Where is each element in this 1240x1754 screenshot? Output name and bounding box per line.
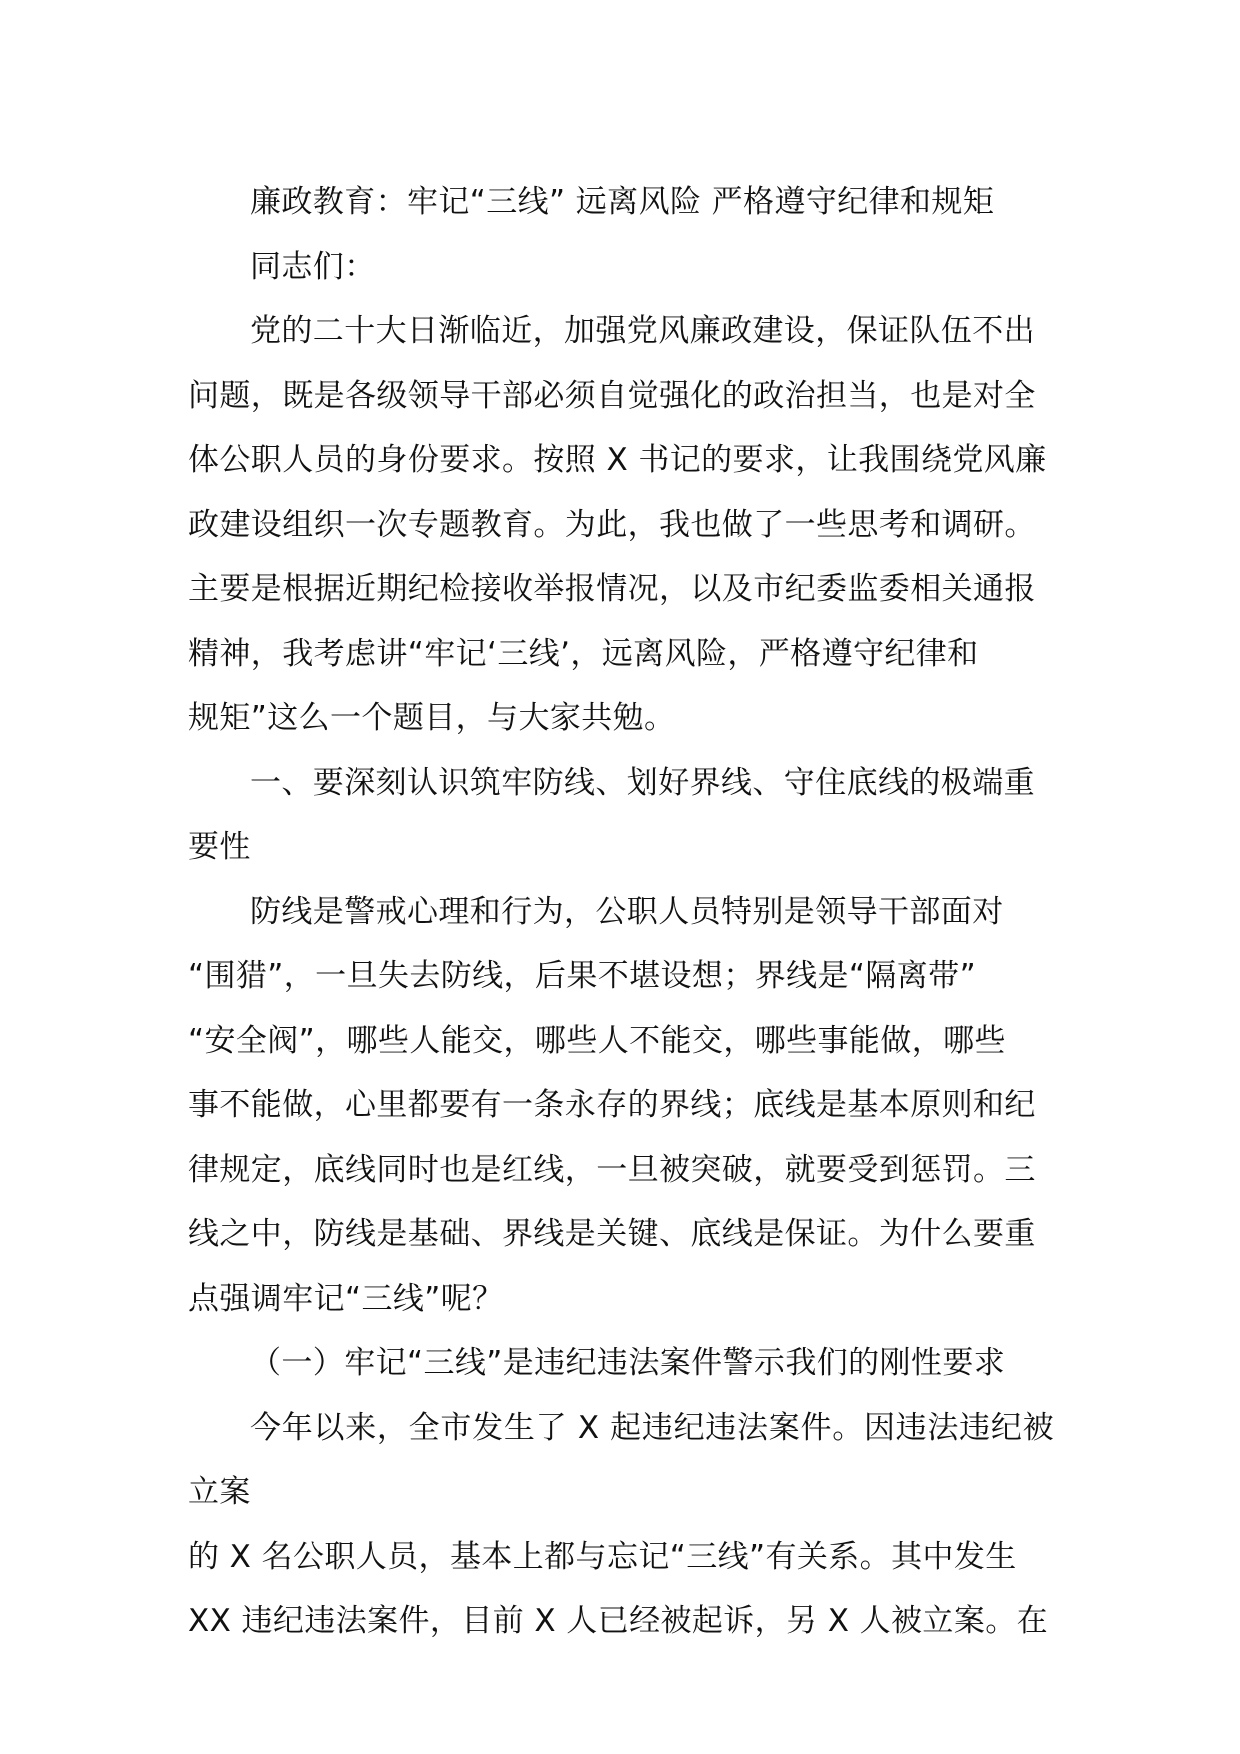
section-heading-1 (188, 751, 1054, 880)
text-line: 点强调牢记“三线”呢？ (188, 1280, 504, 1317)
text-line: 规矩”这么一个题目，与大家共勉。 (188, 700, 676, 736)
text-line: 问题，既是各级领导干部必须自觉强化的政治担当，也是对全 (188, 377, 1036, 414)
text-line: 精神，我考虑讲“牢记‘三线’，远离风险，严格遵守纪律和 (188, 635, 979, 672)
text-line: 体公职人员的身份要求。按照 X 书记的要求，让我围绕党风廉 (188, 442, 1047, 478)
text-line: “围猎”，一旦失去防线，后果不堪设想；界线是“隔离带” (188, 958, 977, 994)
text-line: 主要是根据近期纪检接收举报情况，以及市纪委监委相关通报 (188, 571, 1036, 607)
text-line: XX 违纪违法案件，目前 X 人已经被起诉，另 X 人被立案。在 (188, 1603, 1049, 1639)
paragraph-three-lines (188, 880, 1054, 1332)
subsection-heading-1: （一）牢记“三线”是违纪违法案件警示我们的刚性要求 (250, 1345, 1006, 1381)
document-title: 廉政教育：牢记“三线” 远离风险 严格遵守纪律和规矩 (250, 184, 995, 220)
text-line: 律规定，底线同时也是红线，一旦被突破，就要受到惩罚。三 (188, 1151, 1036, 1188)
text-line: 线之中，防线是基础、界线是关键、底线是保证。为什么要重 (188, 1216, 1036, 1252)
document-body (188, 170, 1054, 1654)
text-line: 一、要深刻认识筑牢防线、划好界线、守住底线的极端重 (250, 764, 1035, 801)
greeting: 同志们： (250, 248, 376, 285)
text-line: 今年以来，全市发生了 X 起违纪违法案件。因违法违纪被立案 (188, 1409, 1054, 1510)
text-line: 防线是警戒心理和行为，公职人员特别是领导干部面对 (250, 893, 1004, 930)
text-line: 要性 (188, 829, 251, 865)
text-line: 政建设组织一次专题教育。为此，我也做了一些思考和调研。 (188, 506, 1036, 543)
text-line: 的 X 名公职人员，基本上都与忘记“三线”有关系。其中发生 (188, 1538, 1017, 1575)
paragraph-cases (188, 1396, 1054, 1654)
text-line: 党的二十大日渐临近，加强党风廉政建设，保证队伍不出 (250, 313, 1035, 349)
text-line: 事不能做，心里都要有一条永存的界线；底线是基本原则和纪 (188, 1087, 1036, 1123)
paragraph-intro (188, 299, 1054, 751)
text-line: “安全阀”，哪些人能交，哪些人不能交，哪些事能做，哪些 (188, 1022, 1006, 1059)
